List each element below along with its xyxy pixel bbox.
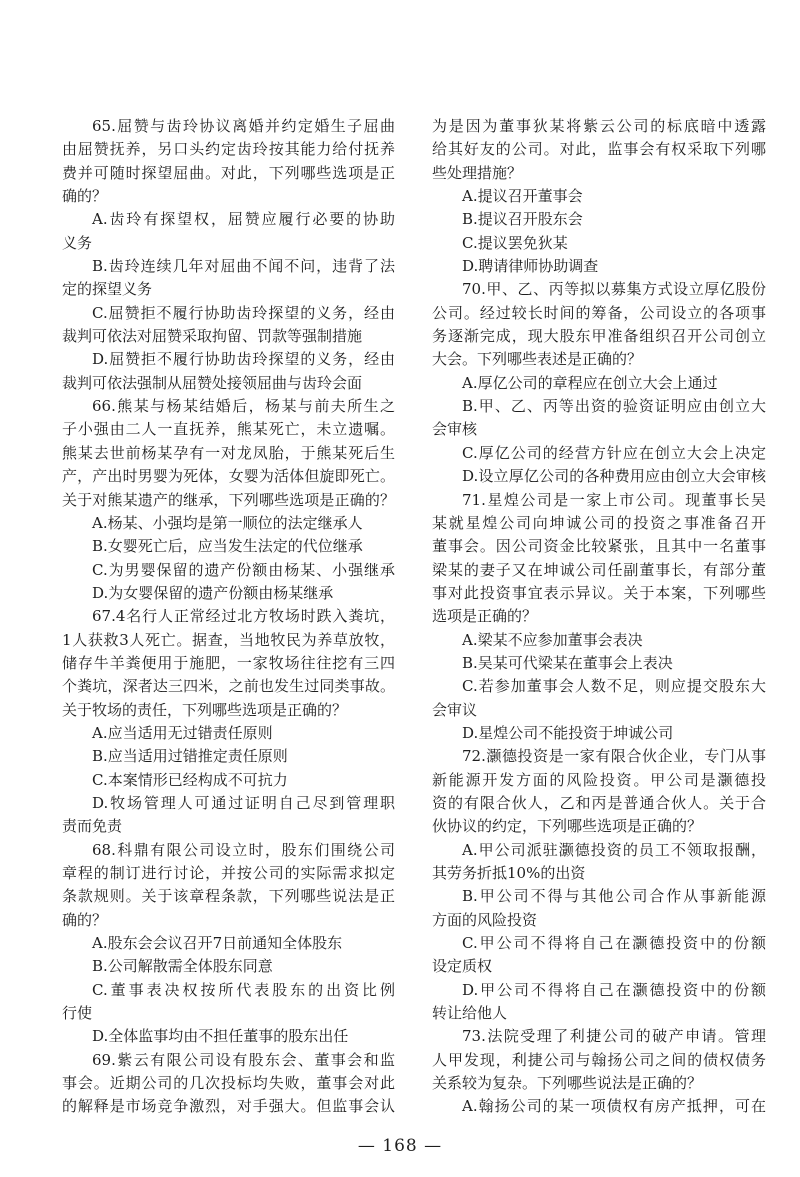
text-line: 梁某的妻子又在坤诚公司任副董事长，有部分董	[432, 560, 766, 579]
text-line: 新能源开发方面的风险投资。甲公司是灏德投	[432, 770, 766, 789]
answer-option	[432, 395, 766, 442]
answer-option	[62, 535, 395, 558]
answer-option	[432, 255, 766, 278]
text-line: 事会。近期公司的几次投标均失败，董事会对此	[62, 1074, 395, 1093]
question-stem	[62, 395, 395, 512]
question-stem	[432, 1025, 766, 1095]
text-line: 选项是正确的？	[432, 607, 538, 626]
text-line: 72.灏德投资是一家有限合伙企业，专门从事	[462, 747, 766, 766]
answer-option	[432, 1095, 766, 1118]
question-stem	[62, 1049, 395, 1119]
text-line: 条款规则。关于该章程条款，下列哪些说法是正	[62, 887, 395, 906]
text-line: 方面的风险投资	[432, 910, 538, 929]
left-column	[62, 115, 395, 1119]
text-line: A.翰扬公司的某一项债权有房产抵押，可在	[462, 1097, 766, 1116]
answer-option	[432, 932, 766, 979]
text-line: B.甲公司不得与其他公司合作从事新能源	[462, 887, 766, 906]
answer-option	[62, 722, 395, 745]
answer-option	[432, 629, 766, 652]
answer-option	[432, 185, 766, 208]
text-line: B.应当适用过错推定责任原则	[92, 747, 288, 766]
text-line: 关于对熊某遗产的继承，下列哪些选项是正确的？	[62, 490, 395, 509]
text-line: 71.星煌公司是一家上市公司。现董事长吴	[462, 490, 766, 509]
text-line: B.齿玲连续几年对屈曲不闻不问，违背了法	[92, 257, 395, 276]
question-stem	[432, 745, 766, 838]
question-stem	[62, 605, 395, 722]
answer-option	[432, 979, 766, 1026]
answer-option	[432, 839, 766, 886]
text-line: 义务	[62, 233, 93, 252]
text-line: B.甲、乙、丙等出资的验资证明应由创立大	[462, 397, 766, 416]
question-stem	[432, 489, 766, 629]
answer-option	[62, 348, 395, 395]
text-line: 公司。经过较长时间的筹备，公司设立的各项事	[432, 303, 766, 322]
text-line: B.提议召开股东会	[462, 210, 583, 229]
answer-option	[432, 675, 766, 722]
text-line: 确的？	[62, 187, 108, 206]
text-line: 章程的制订进行讨论，并按公司的实际需求拟定	[62, 864, 395, 882]
answer-option	[62, 955, 395, 978]
answer-option	[62, 769, 395, 792]
text-line: A.甲公司派驻灏德投资的员工不领取报酬，	[462, 840, 766, 859]
answer-option	[62, 582, 395, 605]
text-line: D.甲公司不得将自己在灏德投资中的份额	[462, 980, 766, 999]
text-line: 给其好友的公司。对此，监事会有权采取下列哪	[432, 140, 766, 159]
answer-option	[62, 255, 395, 302]
answer-option	[432, 652, 766, 675]
text-line: C.厚亿公司的经营方针应在创立大会上决定	[462, 443, 766, 462]
text-line: 伙协议的约定，下列哪些选项是正确的？	[432, 817, 703, 836]
answer-option	[62, 745, 395, 768]
answer-option	[62, 932, 395, 955]
text-line: 确的？	[62, 910, 108, 929]
text-line: 67.4名行人正常经过北方牧场时跌入粪坑，	[92, 607, 395, 626]
text-line: 73.法院受理了利捷公司的破产申请。管理	[462, 1027, 766, 1046]
answer-option	[432, 208, 766, 231]
text-line: 责而免责	[62, 817, 123, 836]
page-number: — 168 —	[357, 1136, 443, 1156]
text-line: 68.科鼎有限公司设立时，股东们围绕公司	[92, 840, 395, 859]
text-line: 某就星煌公司向坤诚公司的投资之事准备召开	[432, 513, 766, 532]
text-line: A.股东会会议召开7日前通知全体股东	[92, 934, 343, 953]
answer-option	[62, 512, 395, 535]
text-line: A.应当适用无过错责任原则	[92, 723, 273, 742]
text-line: C.董事表决权按所代表股东的出资比例	[92, 980, 395, 999]
text-line: 产，产出时男婴为死体，女婴为活体但旋即死亡。	[62, 467, 395, 486]
text-line: A.齿玲有探望权，屈赞应履行必要的协助	[92, 210, 395, 229]
text-line: 裁判可依法对屈赞采取拘留、罚款等强制措施	[62, 327, 363, 346]
text-line: 关系较为复杂。下列哪些说法是正确的？	[432, 1074, 703, 1093]
text-line: C.为男婴保留的遗产份额由杨某、小强继承	[92, 560, 395, 579]
answer-option	[432, 442, 766, 465]
text-line: 1人获救3人死亡。据查，当地牧民为养草放牧，	[62, 630, 395, 649]
answer-option	[62, 208, 395, 255]
text-line: B.吴某可代梁某在董事会上表决	[462, 653, 673, 672]
text-line: 个粪坑，深者达三四米，之前也发生过同类事故。	[62, 677, 395, 696]
text-line: 熊某去世前杨某孕有一对龙凤胎，于熊某死后生	[62, 443, 395, 462]
answer-option	[432, 465, 766, 488]
text-line: 设定质权	[432, 957, 493, 976]
question-stem-continued	[432, 115, 766, 185]
text-line: D.设立厚亿公司的各种费用应由创立大会审核	[462, 467, 766, 486]
text-line: C.提议罢免狄某	[462, 233, 568, 252]
text-line: A.杨某、小强均是第一顺位的法定继承人	[92, 513, 363, 532]
text-line: 行使	[62, 1004, 93, 1023]
text-line: D.星煌公司不能投资于坤诚公司	[462, 723, 674, 742]
text-line: 费并可随时探望屈曲。对此，下列哪些选项是正	[62, 163, 395, 182]
answer-option	[62, 792, 395, 839]
text-line: B.女婴死亡后，应当发生法定的代位继承	[92, 537, 363, 556]
text-line: 裁判可依法强制从屈赞处接领屈曲与齿玲会面	[62, 373, 363, 392]
text-line: A.厚亿公司的章程应在创立大会上通过	[462, 373, 718, 392]
text-line: B.公司解散需全体股东同意	[92, 957, 273, 976]
text-line: 事对此投资事宜表示异议。关于本案，下列哪些	[432, 583, 766, 602]
text-line: 关于牧场的责任，下列哪些选项是正确的？	[62, 700, 348, 719]
text-line: 大会。下列哪些表述是正确的？	[432, 350, 643, 369]
text-line: D.牧场管理人可通过证明自己尽到管理职	[92, 793, 395, 812]
text-line: 为是因为董事狄某将紫云公司的标底暗中透露	[432, 117, 766, 135]
right-column	[432, 115, 766, 1119]
text-line: 董事会。因公司资金比较紧张，且其中一名董事	[432, 537, 766, 556]
text-line: 69.紫云有限公司设有股东会、董事会和监	[92, 1050, 395, 1069]
text-line: 由屈赞抚养，另口头约定齿玲按其能力给付抚养	[62, 140, 395, 159]
text-line: 子小强由二人一直抚养，熊某死亡，未立遗嘱。	[62, 420, 395, 439]
answer-option	[432, 372, 766, 395]
text-line: D.全体监事均由不担任董事的股东出任	[92, 1027, 349, 1046]
text-line: 其劳务折抵10%的出资	[432, 864, 586, 882]
text-line: A.提议召开董事会	[462, 187, 583, 206]
text-line: 会审核	[432, 420, 478, 439]
question-stem	[62, 839, 395, 932]
text-line: 储存牛羊粪便用于施肥，一家牧场往往挖有三四	[62, 653, 395, 672]
text-line: C.本案情形已经构成不可抗力	[92, 770, 288, 789]
answer-option	[432, 232, 766, 255]
text-line: A.梁某不应参加董事会表决	[462, 630, 643, 649]
text-line: 65.屈赞与齿玲协议离婚并约定婚生子屈曲	[92, 117, 395, 135]
text-line: 70.甲、乙、丙等拟以募集方式设立厚亿股份	[462, 280, 766, 299]
text-line: C.甲公司不得将自己在灏德投资中的份额	[462, 934, 766, 953]
text-line: 些处理措施？	[432, 163, 523, 182]
text-line: C.屈赞拒不履行协助齿玲探望的义务，经由	[92, 303, 395, 322]
answer-option	[432, 722, 766, 745]
answer-option	[432, 885, 766, 932]
text-line: 转让给他人	[432, 1004, 508, 1023]
text-line: C.若参加董事会人数不足，则应提交股东大	[462, 677, 766, 696]
text-line: 资的有限合伙人，乙和丙是普通合伙人。关于合	[432, 793, 766, 812]
answer-option	[62, 1025, 395, 1048]
question-stem	[432, 278, 766, 371]
text-line: D.聘请律师协助调查	[462, 257, 599, 276]
text-line: D.屈赞拒不履行协助齿玲探望的义务，经由	[92, 350, 395, 369]
answer-option	[62, 979, 395, 1026]
text-line: 务逐渐完成，现大股东甲准备组织召开公司创立	[432, 327, 766, 346]
text-line: D.为女婴保留的遗产份额由杨某继承	[92, 583, 334, 602]
answer-option	[62, 302, 395, 349]
text-line: 66.熊某与杨某结婚后，杨某与前夫所生之	[92, 397, 395, 416]
text-line: 人甲发现，利捷公司与翰扬公司之间的债权债务	[432, 1050, 766, 1069]
text-line: 定的探望义务	[62, 280, 153, 299]
text-line: 的解释是市场竞争激烈，对手强大。但监事会认	[62, 1097, 395, 1116]
question-stem	[62, 115, 395, 208]
text-line: 会审议	[432, 700, 478, 719]
answer-option	[62, 559, 395, 582]
